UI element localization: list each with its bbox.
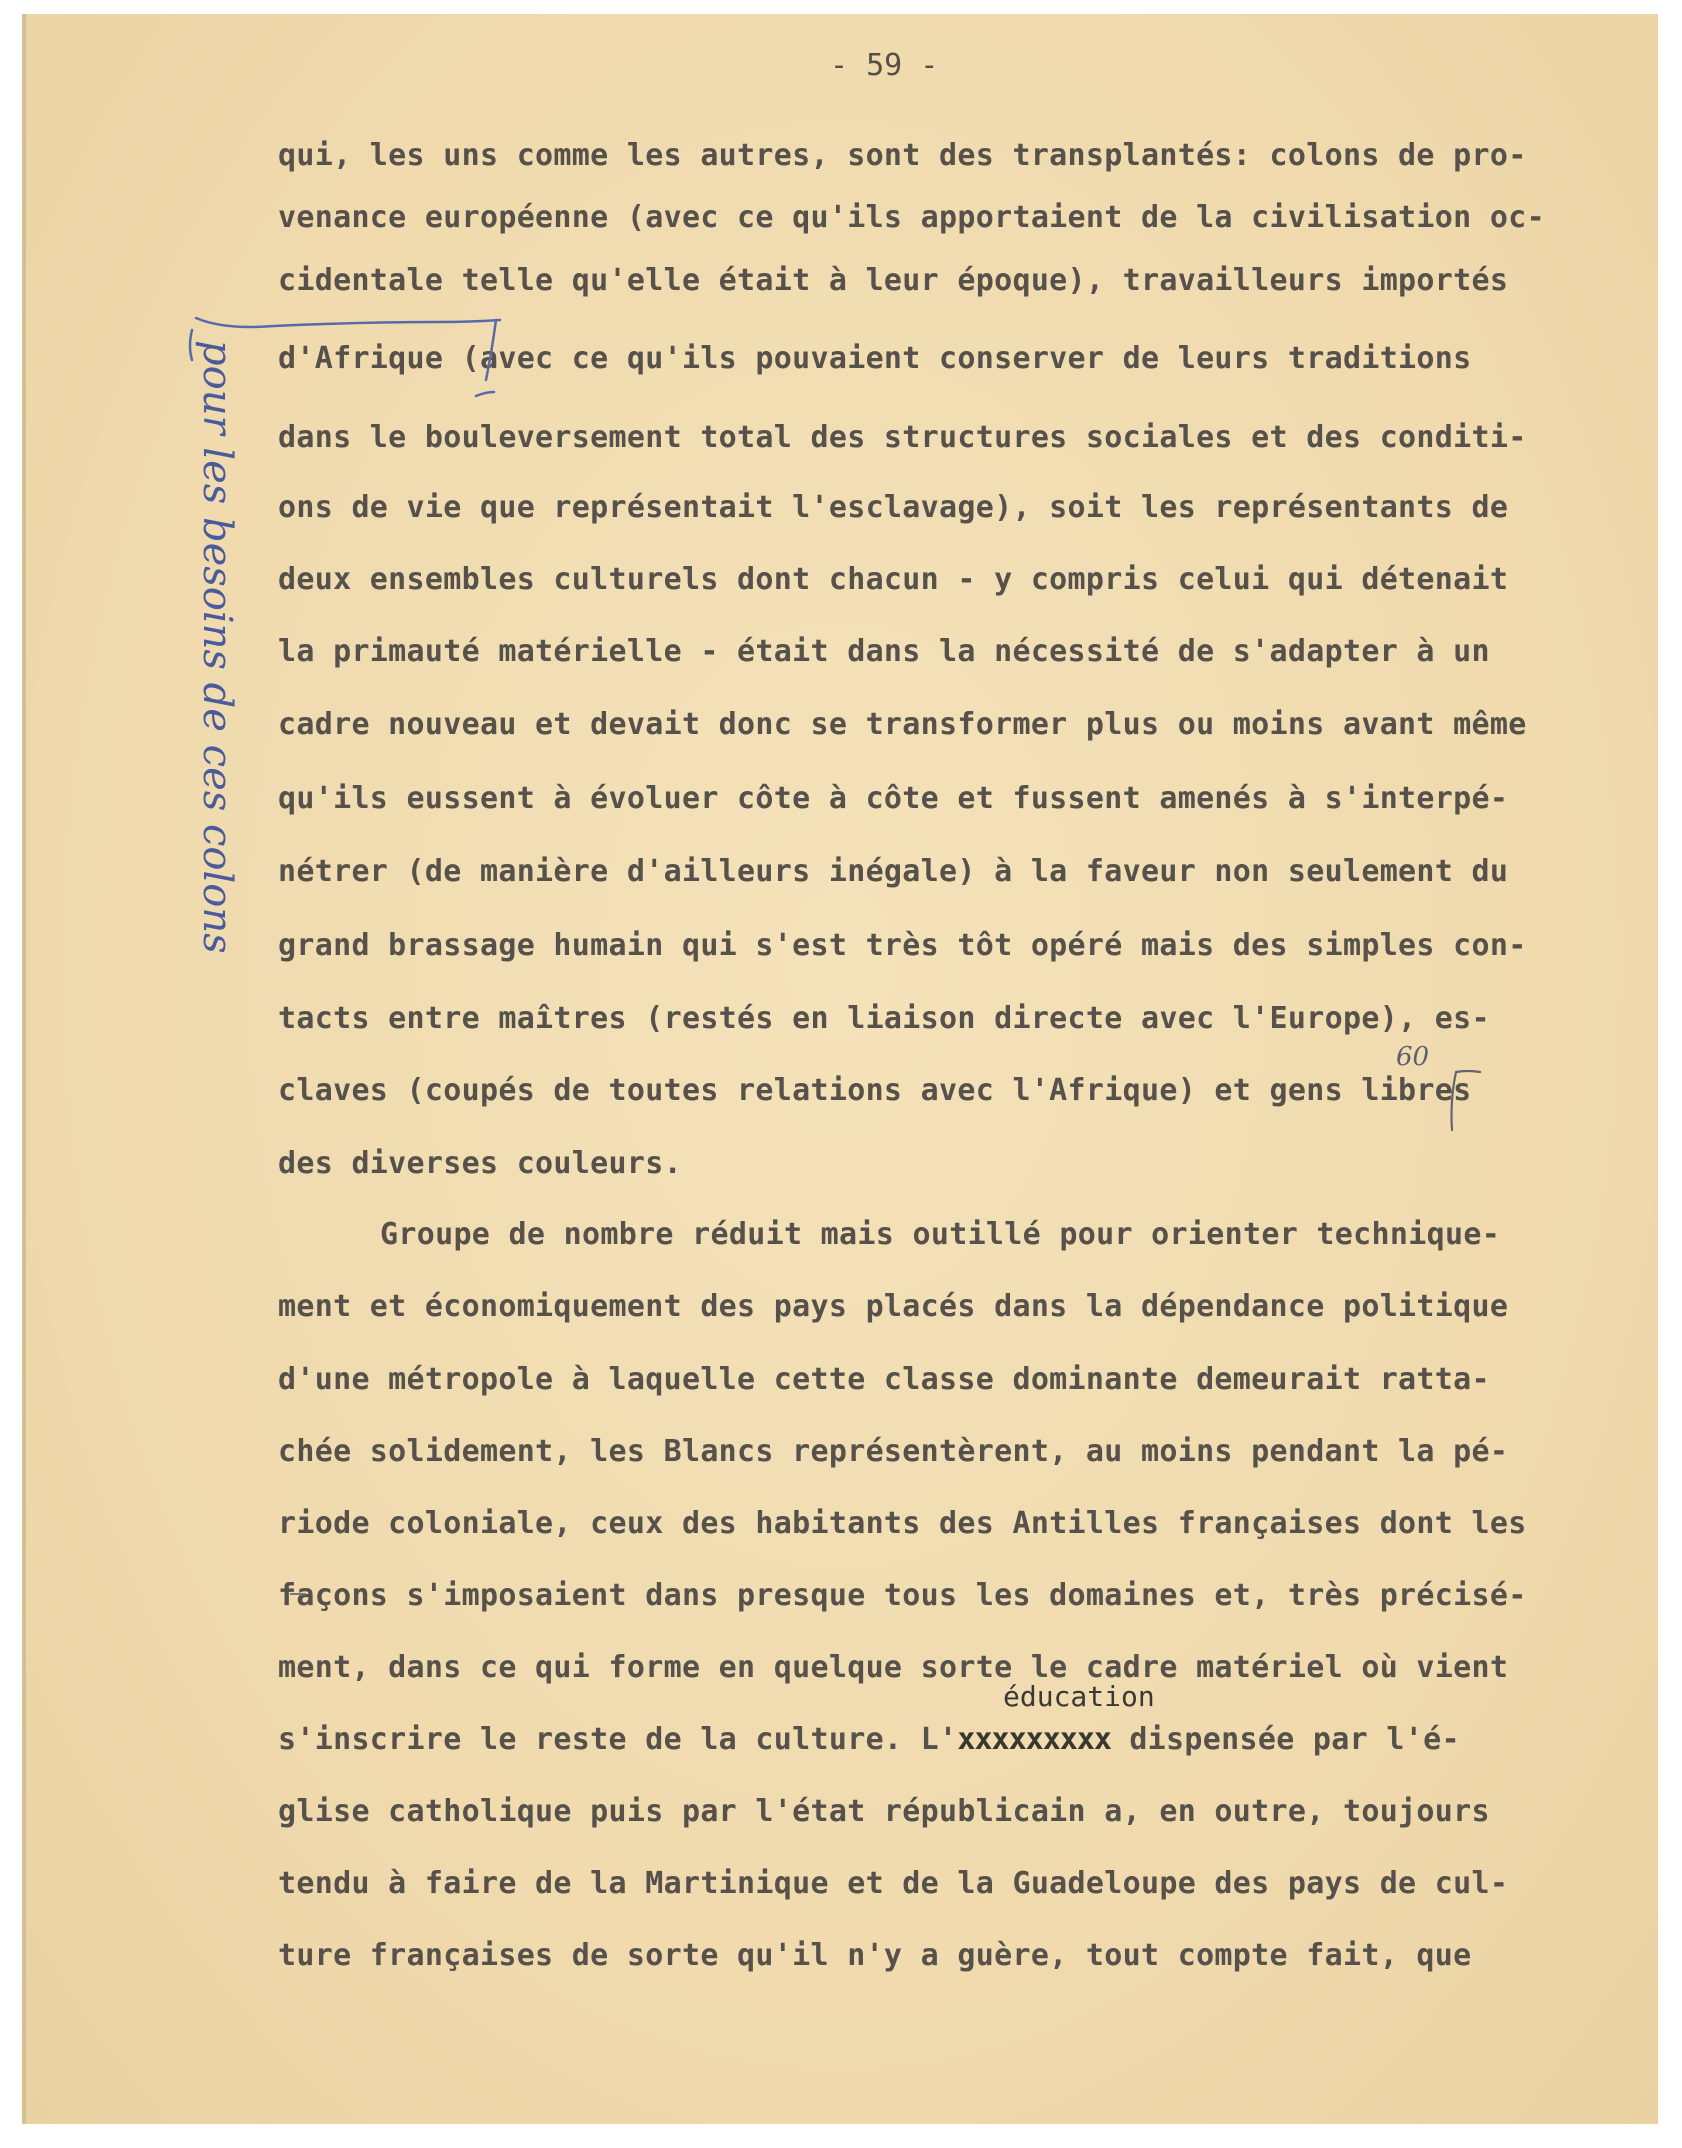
text-line: ment, dans ce qui forme en quelque sorte le cadre matériel où vient [278,1650,1509,1685]
text-line: tendu à faire de la Martinique et de la Guadeloupe des pays de cul- [278,1866,1509,1901]
text-line: ment et économiquement des pays placés dans la dépendance politique [278,1289,1509,1324]
text-line: dans le bouleversement total des structures sociales et des conditi- [278,420,1527,455]
text-line: glise catholique puis par l'état républicain a, en outre, toujours [278,1794,1490,1829]
text-line: deux ensembles culturels dont chacun - y compris celui qui détenait [278,562,1509,597]
text-line: cidentale telle qu'elle était à leur époque), travailleurs importés [278,263,1509,298]
text-line: tacts entre maîtres (restés en liaison directe avec l'Europe), es- [278,1001,1490,1036]
text-line: venance européenne (avec ce qu'ils apportaient de la civilisation oc- [278,200,1545,235]
page-number: - 59 - [830,48,939,83]
struck-out-word: xxxxxxxxx [957,1722,1111,1757]
text-line: façons s'imposaient dans presque tous les domaines et, très précisé- [278,1578,1527,1613]
margin-number: 60 [1396,1042,1430,1072]
text-line: cadre nouveau et devait donc se transformer plus ou moins avant même [278,707,1527,742]
text-line: ture françaises de sorte qu'il n'y a guère, tout compte fait, que [278,1938,1472,1973]
margin-annotation [188,336,254,954]
text-line: riode coloniale, ceux des habitants des Antilles françaises dont les [278,1506,1527,1541]
interlinear-insertion: éducation [1003,1680,1155,1713]
text-line: ons de vie que représentait l'esclavage), soit les représentants de [278,490,1509,525]
margin-annotation-text: pour les besoins de ces colons [194,340,240,954]
text-line: qui, les uns comme les autres, sont des transplantés: colons de pro- [278,138,1527,173]
text-line: des diverses couleurs. [278,1146,682,1181]
line-part: s'inscrire le reste de la culture. L' [278,1722,958,1757]
line-part: dispensée par l'é- [1110,1722,1460,1757]
text-line: d'une métropole à laquelle cette classe dominante demeurait ratta- [278,1362,1490,1397]
text-line-with-strikeout [278,1722,1460,1757]
text-line: la primauté matérielle - était dans la nécessité de s'adapter à un [278,634,1490,669]
text-line: Groupe de nombre réduit mais outillé pour orienter technique- [380,1217,1501,1252]
text-line: chée solidement, les Blancs représentèrent, au moins pendant la pé- [278,1434,1509,1469]
text-line: qu'ils eussent à évoluer côte à côte et fussent amenés à s'interpé- [278,781,1509,816]
text-line: nétrer (de manière d'ailleurs inégale) à la faveur non seulement du [278,854,1509,889]
text-line: grand brassage humain qui s'est très tôt opéré mais des simples con- [278,928,1527,963]
text-line: claves (coupés de toutes relations avec l'Afrique) et gens libres [278,1073,1472,1108]
text-line: d'Afrique (avec ce qu'ils pouvaient conserver de leurs traditions [278,341,1472,376]
